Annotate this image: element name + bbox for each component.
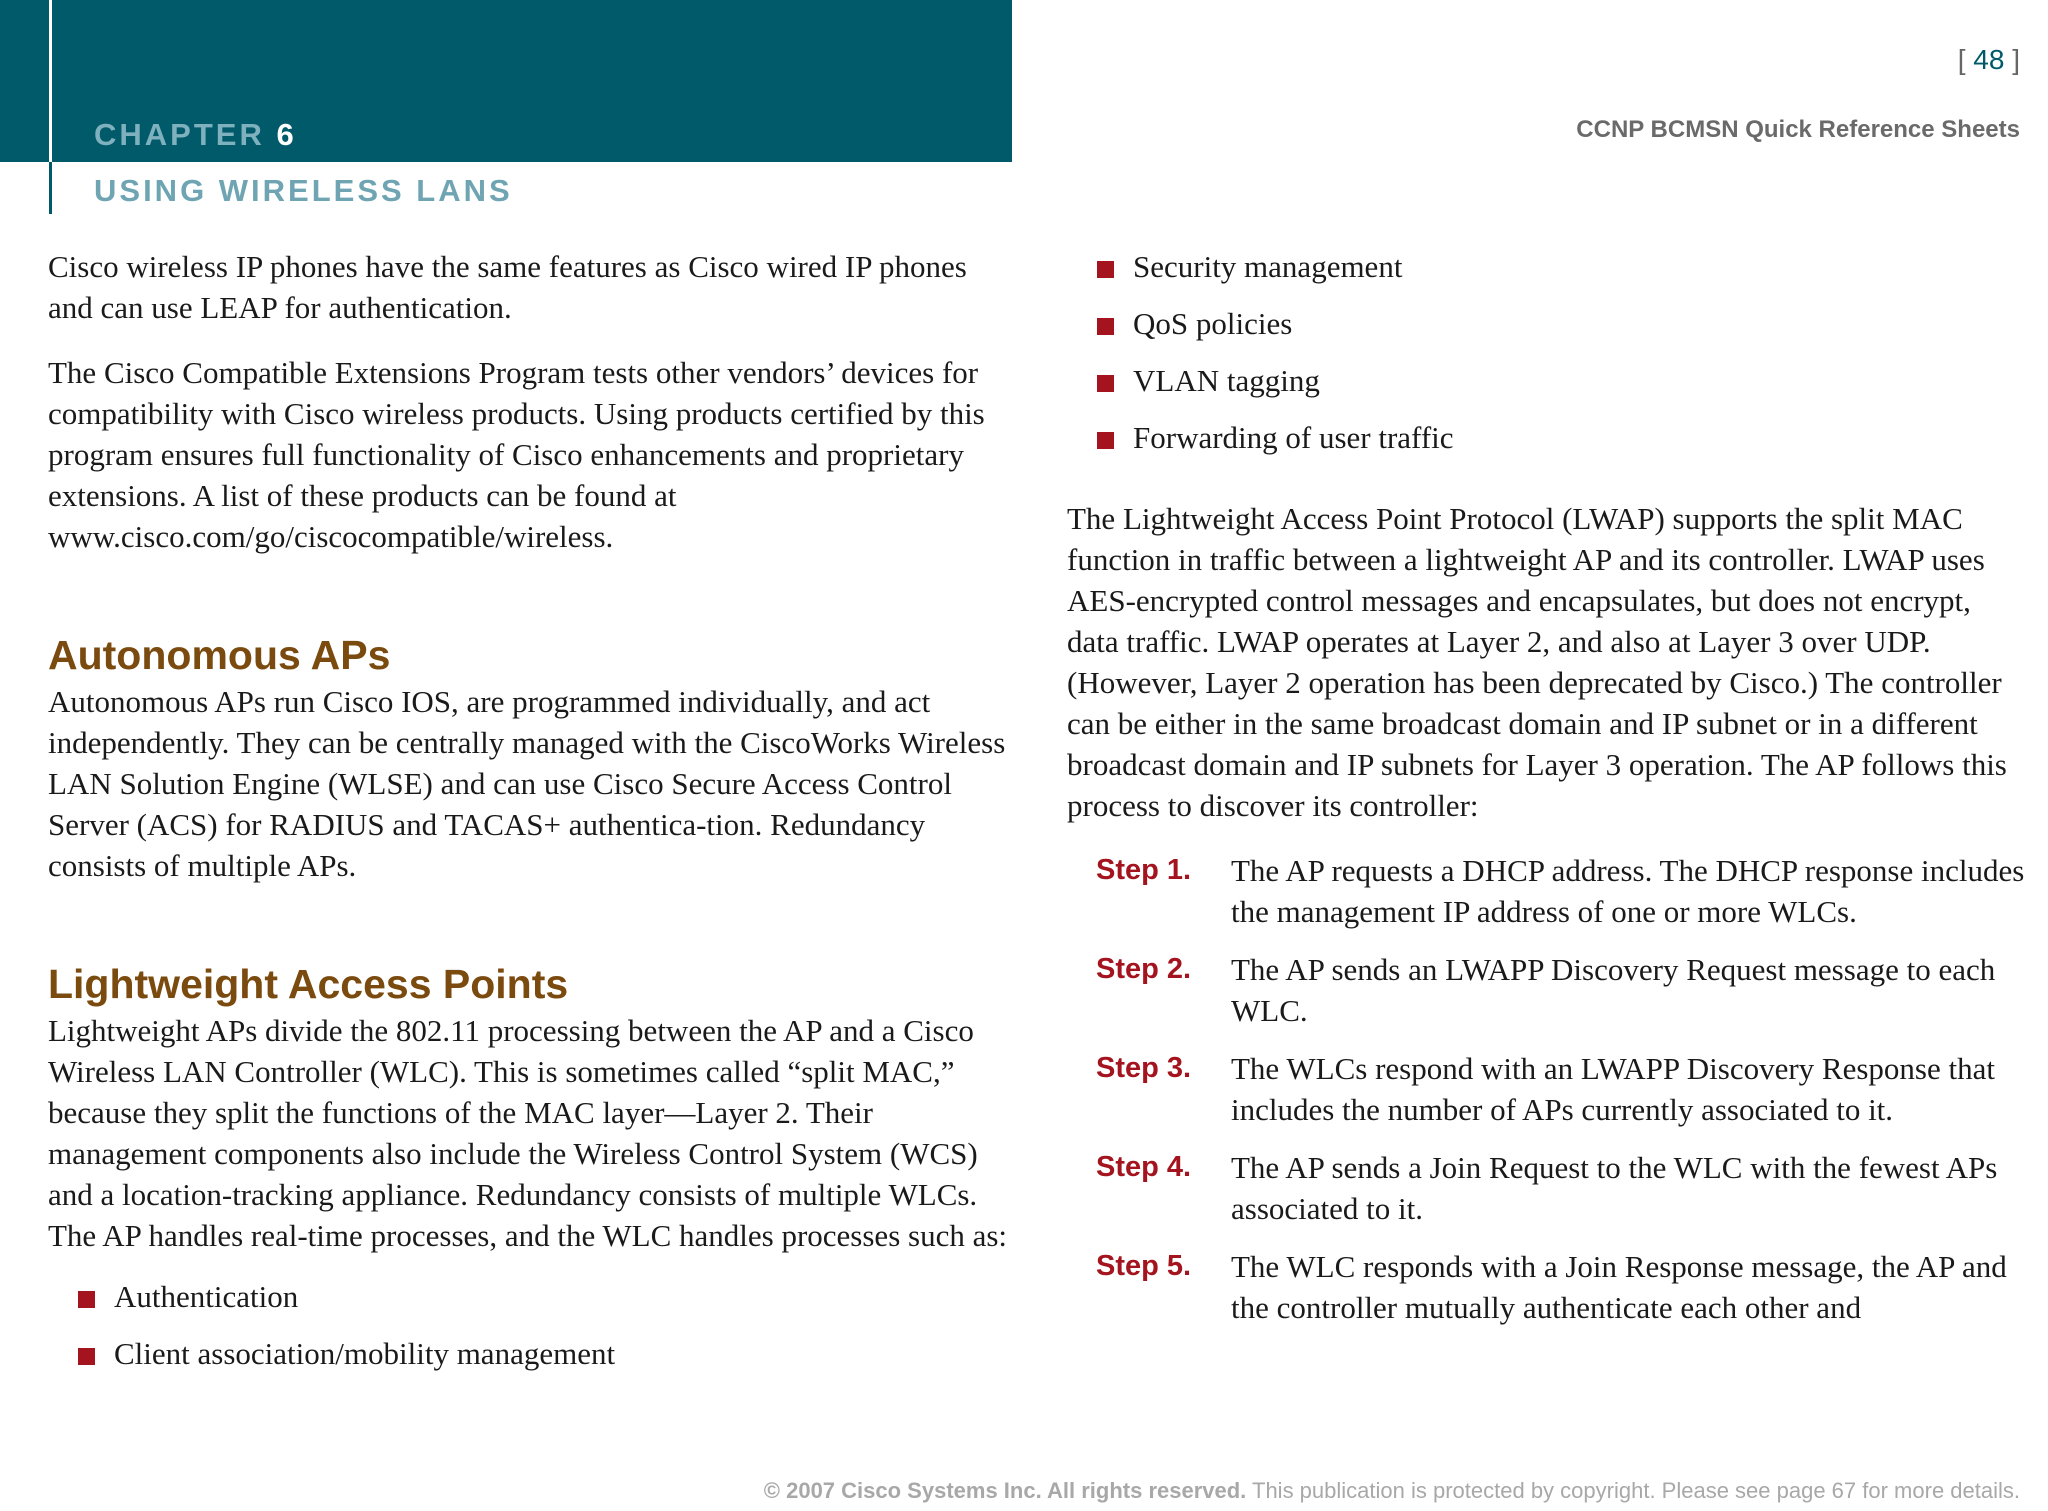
- bullet-square-icon: [1097, 318, 1114, 335]
- chapter-label: [94, 117, 297, 153]
- page-number-close: ]: [2004, 44, 2020, 75]
- step-label: Step 1.: [1096, 854, 1192, 886]
- list-item-text: VLAN tagging: [1133, 363, 1320, 398]
- paragraph-lightweight-aps: Lightweight APs divide the 802.11 processing between the AP and a Cisco Wireless LAN Controller (WLC). This is sometimes called “split MAC,” because they split the functions of the MAC layer—Layer 2. Their management components also include the Wireless Control System (WCS) and a location-tracking appliance. Redundancy consists of multiple WLCs. The AP handles real-time processes, and the WLC handles processes such as:: [48, 1013, 1008, 1253]
- paragraph-cisco-compatible: The Cisco Compatible Extensions Program tests other vendors’ devices for compatibility with Cisco wireless products. Using products certified by this program ensures full functionality of Cisco enhancements and proprietary extensions. A list of these products can be found at www.cisco.com/go/ciscocompatible/wireless.: [48, 355, 985, 554]
- chapter-title: USING WIRELESS LANS: [94, 173, 513, 208]
- bullet-square-icon: [1097, 261, 1114, 278]
- left-bullet-list: [48, 1276, 1008, 1374]
- left-column: [48, 246, 1008, 1374]
- list-item: [48, 1276, 1008, 1317]
- list-item-text: QoS policies: [1133, 306, 1293, 341]
- list-item-text: Client association/mobility management: [114, 1336, 616, 1371]
- copyright-text: © 2007 Cisco Systems Inc. All rights reserved.: [763, 1478, 1247, 1503]
- right-column: [1067, 246, 2027, 1345]
- heading-lightweight-aps: Lightweight Access Points: [48, 961, 569, 1007]
- step-label: Step 2.: [1096, 953, 1192, 985]
- copyright-notice: This publication is protected by copyright. Please see page 67 for more details.: [1246, 1478, 2020, 1503]
- step-text: The WLC responds with a Join Response message, the AP and the controller mutually authenticate each other and: [1231, 1249, 2007, 1325]
- step-item: [1067, 850, 2027, 932]
- list-item: [1067, 417, 2027, 458]
- step-text: The AP requests a DHCP address. The DHCP response includes the management IP address of one or more WLCs.: [1231, 853, 2025, 929]
- heading-autonomous-aps: Autonomous APs: [48, 632, 391, 678]
- list-item: [1067, 360, 2027, 401]
- paragraph-wireless-phones: Cisco wireless IP phones have the same features as Cisco wired IP phones and can use LEAP for authentication.: [48, 249, 967, 325]
- discovery-steps: [1067, 850, 2027, 1328]
- bullet-square-icon: [1097, 432, 1114, 449]
- step-item: [1067, 949, 2027, 1031]
- copyright-footer: [764, 1478, 2020, 1504]
- header-rule-inner: [49, 0, 52, 162]
- bullet-square-icon: [1097, 375, 1114, 392]
- bullet-square-icon: [78, 1291, 95, 1308]
- step-item: [1067, 1147, 2027, 1229]
- step-text: The AP sends an LWAPP Discovery Request message to each WLC.: [1231, 952, 1996, 1028]
- list-item-text: Security management: [1133, 249, 1403, 284]
- list-item: [48, 1333, 1008, 1374]
- step-item: [1067, 1246, 2027, 1328]
- list-item: [1067, 303, 2027, 344]
- paragraph-lwap: The Lightweight Access Point Protocol (LWAP) supports the split MAC function in traffic between a lightweight AP and its controller. LWAP uses AES-encrypted control messages and encapsulates, but does not encrypt, data traffic. LWAP operates at Layer 2, and also at Layer 3 over UDP. (However, Layer 2 operation has been deprecated by Cisco.) The controller can be either in the same broadcast domain and IP subnet or in a different broadcast domain and IP subnets for Layer 3 operation. The AP follows this process to discover its controller:: [1067, 501, 2007, 823]
- page-number-value: 48: [1973, 44, 2005, 75]
- book-title: CCNP BCMSN Quick Reference Sheets: [1576, 116, 2020, 143]
- chapter-number: 6: [276, 117, 297, 152]
- bullet-square-icon: [78, 1348, 95, 1365]
- right-bullet-list: [1067, 246, 2027, 458]
- step-text: The WLCs respond with an LWAPP Discovery Response that includes the number of APs currently associated to it.: [1231, 1051, 1995, 1127]
- list-item-text: Authentication: [114, 1279, 299, 1314]
- step-text: The AP sends a Join Request to the WLC with the fewest APs associated to it.: [1231, 1150, 1998, 1226]
- chapter-word: CHAPTER: [94, 117, 265, 152]
- step-label: Step 4.: [1096, 1151, 1192, 1183]
- list-item: [1067, 246, 2027, 287]
- step-item: [1067, 1048, 2027, 1130]
- page-number: [1958, 44, 2020, 76]
- page-number-open: [: [1957, 44, 1974, 75]
- step-label: Step 3.: [1096, 1052, 1192, 1084]
- list-item-text: Forwarding of user traffic: [1133, 420, 1454, 455]
- step-label: Step 5.: [1096, 1250, 1192, 1282]
- paragraph-autonomous-aps: Autonomous APs run Cisco IOS, are programmed individually, and act independently. They can be centrally managed with the CiscoWorks Wireless LAN Solution Engine (WLSE) and can use Cisco Secure Access Control Server (ACS) for RADIUS and TACAS+ authentica-tion. Redundancy consists of multiple APs.: [48, 684, 1006, 883]
